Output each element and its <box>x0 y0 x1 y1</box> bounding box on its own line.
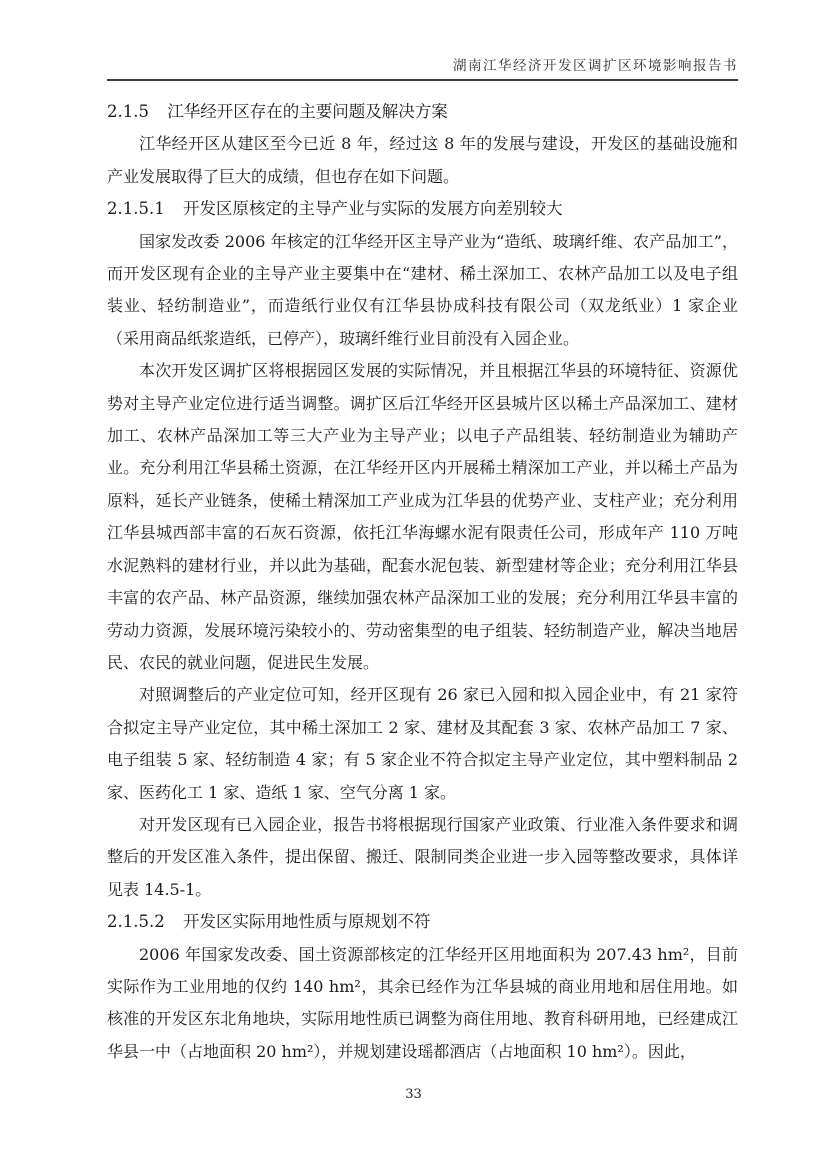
section-heading-215 <box>107 96 738 128</box>
section-heading-2152 <box>107 906 738 938</box>
section-title: 开发区实际用地性质与原规划不符 <box>182 912 431 932</box>
paragraph-industry-adjustment: 本次开发区调扩区将根据园区发展的实际情况，并且根据江华县的环境特征、资源优势对主导产业定位进行适当调整。调扩区后江华经开区县城片区以稀土产品深加工、建材加工、农林产品深加工等三大产业为主导产业；以电子产品组装、轻纺制造业为辅助产业。充分利用江华县稀土资源，在江华经开区内开展稀土精深加工产业，并以稀土产品为原料，延长产业链条，使稀土精深加工产业成为江华县的优势产业、支柱产业；充分利用江华县城西部丰富的石灰石资源，依托江华海螺水泥有限责任公司，形成年产 110 万吨水泥熟料的建材行业，并以此为基础，配套水泥包装、新型建材等企业；充分利用江华县丰富的农产品、林产品资源，继续加强农林产品深加工业的发展；充分利用江华县丰富的劳动力资源，发展环境污染较小的、劳动密集型的电子组装、轻纺制造产业，解决当地居民、农民的就业问题，促进民生发展。 <box>107 361 738 672</box>
report-title: 湖南江华经济开发区调扩区环境影响报告书 <box>453 58 738 74</box>
paragraph-rectification-requirements: 对开发区现有已入园企业，报告书将根据现行国家产业政策、行业准入条件要求和调整后的开发区准入条件，提出保留、搬迁、限制同类企业进一步入园等整改要求，具体详见表 14.5-1。 <box>107 814 738 899</box>
section-title: 开发区原核定的主导产业与实际的发展方向差别较大 <box>182 199 563 219</box>
section-heading-2151 <box>107 193 738 225</box>
paragraph-intro: 江华经开区从建区至今已近 8 年，经过这 8 年的发展与建设，开发区的基础设施和产业发展取得了巨大的成绩，但也存在如下问题。 <box>107 134 738 186</box>
page-number: 33 <box>405 1087 422 1102</box>
paragraph-land-use: 2006 年国家发改委、国土资源部核定的江华经开区用地面积为 207.43 hm²，目前实际作为工业用地的仅约 140 hm²，其余已经作为江华县城的商业用地和居住用地。如核准的开发区东北角地块，实际用地性质已调整为商住用地、教育科研用地，已经建成江华县一中（占地面积 20 hm²），并规划建设瑶都酒店（占地面积 10 hm²）。因此， <box>107 944 738 1061</box>
page-footer <box>0 1087 827 1102</box>
paragraph-approved-industries: 国家发改委 2006 年核定的江华经开区主导产业为“造纸、玻璃纤维、农产品加工”，而开发区现有企业的主导产业主要集中在“建材、稀土深加工、农林产品加工以及电子组装业、轻纺制造业”，而造纸行业仅有江华县协成科技有限公司（双龙纸业）1 家企业（采用商品纸浆造纸，已停产），玻璃纤维行业目前没有入园企业。 <box>107 231 738 348</box>
page-header <box>107 54 738 81</box>
section-number: 2.1.5.1 <box>107 199 165 219</box>
section-number: 2.1.5.2 <box>107 912 165 932</box>
section-number: 2.1.5 <box>107 102 149 121</box>
paragraph-enterprise-statistics: 对照调整后的产业定位可知，经开区现有 26 家已入园和拟入园企业中，有 21 家符合拟定主导产业定位，其中稀土深加工 2 家、建材及其配套 3 家、农林产品加工 7 家、电子组装 5 家、轻纺制造 4 家；有 5 家企业不符合拟定主导产业定位，其中塑料制品 2 家、医药化工 1 家、造纸 1 家、空气分离 1 家。 <box>107 685 738 802</box>
section-title: 江华经开区存在的主要问题及解决方案 <box>167 102 448 121</box>
document-body <box>107 96 738 1068</box>
